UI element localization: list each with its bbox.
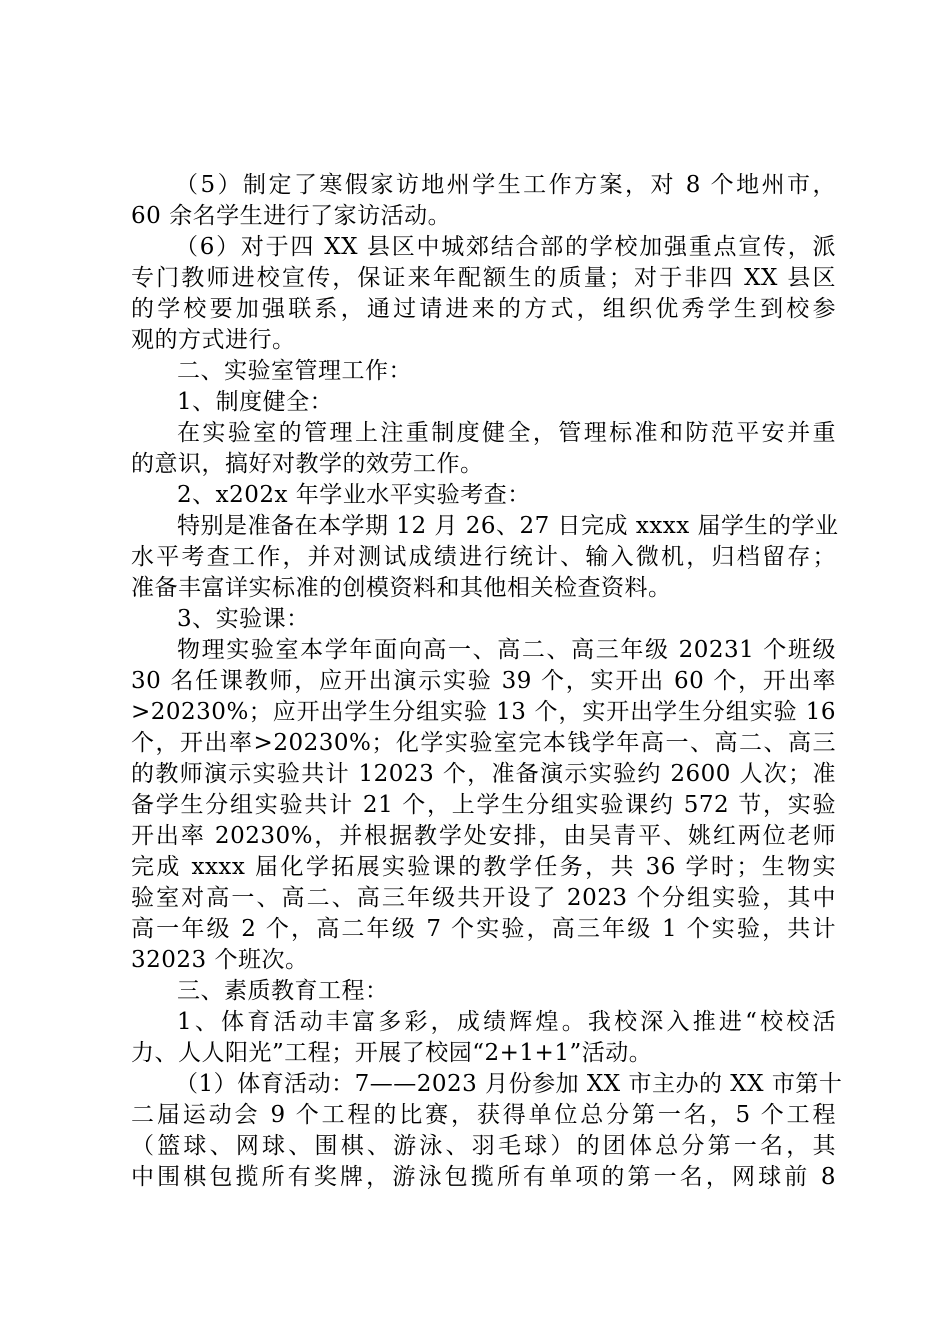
section-heading: 二、实验室管理工作： — [177, 358, 412, 384]
paragraph-line: （6）对于四 XX 县区中城郊结合部的学校加强重点宣传，派 — [175, 234, 836, 260]
paragraph-line: 开出率 20230%，并根据教学处安排，由吴青平、姚红两位老师 — [131, 823, 836, 849]
paragraph-line: >20230%；应开出学生分组实验 13 个，实开出学生分组实验 16 — [131, 699, 836, 725]
paragraph-line: 的意识，搞好对教学的效劳工作。 — [131, 451, 484, 477]
paragraph-line: 水平考查工作，并对测试成绩进行统计、输入微机，归档留存； — [131, 544, 836, 570]
subsection-heading: 2、x202x 年学业水平实验考查： — [177, 482, 531, 508]
document-body — [131, 170, 843, 1193]
paragraph-line: 30 名任课教师，应开出演示实验 39 个，实开出 60 个，开出率 — [131, 668, 836, 694]
paragraph-line: 专门教师进校宣传，保证来年配额生的质量；对于非四 XX 县区 — [131, 265, 836, 291]
paragraph-line: 力、人人阳光”工程；开展了校园“2+1+1”活动。 — [131, 1040, 653, 1066]
paragraph-line: 的教师演示实验共计 12023 个，准备演示实验约 2600 人次；准 — [131, 761, 836, 787]
paragraph-line: 完成 xxxx 届化学拓展实验课的教学任务，共 36 学时；生物实 — [131, 854, 836, 880]
paragraph-line: 高一年级 2 个，高二年级 7 个实验，高三年级 1 个实验，共计 — [131, 916, 836, 942]
paragraph-line: 的学校要加强联系，通过请进来的方式，组织优秀学生到校参 — [131, 296, 836, 322]
section-heading: 三、素质教育工程： — [177, 978, 389, 1004]
paragraph-line: （5）制定了寒假家访地州学生工作方案，对 8 个地州市， — [175, 172, 836, 198]
paragraph-line: 中围棋包揽所有奖牌，游泳包揽所有单项的第一名，网球前 8 — [131, 1164, 836, 1190]
subsection-heading: 3、实验课： — [177, 606, 310, 632]
paragraph-line: 1、体育活动丰富多彩，成绩辉煌。我校深入推进“校校活 — [177, 1009, 836, 1035]
paragraph-line: 观的方式进行。 — [131, 327, 296, 353]
paragraph-line: 32023 个班次。 — [131, 947, 309, 973]
paragraph-line: 验室对高一、高二、高三年级共开设了 2023 个分组实验，其中 — [131, 885, 836, 911]
paragraph-line: 准备丰富详实标准的创模资料和其他相关检查资料。 — [131, 575, 672, 601]
paragraph-line: （1）体育活动：7——2023 月份参加 XX 市主办的 XX 市第十 — [175, 1071, 843, 1097]
paragraph-line: 物理实验室本学年面向高一、高二、高三年级 20231 个班级 — [177, 637, 836, 663]
paragraph-line: 在实验室的管理上注重制度健全，管理标准和防范平安并重 — [177, 420, 836, 446]
paragraph-line: （篮球、网球、围棋、游泳、羽毛球）的团体总分第一名，其 — [131, 1133, 836, 1159]
paragraph-line: 备学生分组实验共计 21 个，上学生分组实验课约 572 节，实验 — [131, 792, 836, 818]
paragraph-line: 个，开出率>20230%；化学实验室完本钱学年高一、高二、高三 — [131, 730, 836, 756]
paragraph-line: 60 余名学生进行了家访活动。 — [131, 203, 452, 229]
paragraph-line: 二届运动会 9 个工程的比赛，获得单位总分第一名，5 个工程 — [131, 1102, 836, 1128]
paragraph-line: 特别是准备在本学期 12 月 26、27 日完成 xxxx 届学生的学业 — [177, 513, 839, 539]
subsection-heading: 1、制度健全： — [177, 389, 334, 415]
